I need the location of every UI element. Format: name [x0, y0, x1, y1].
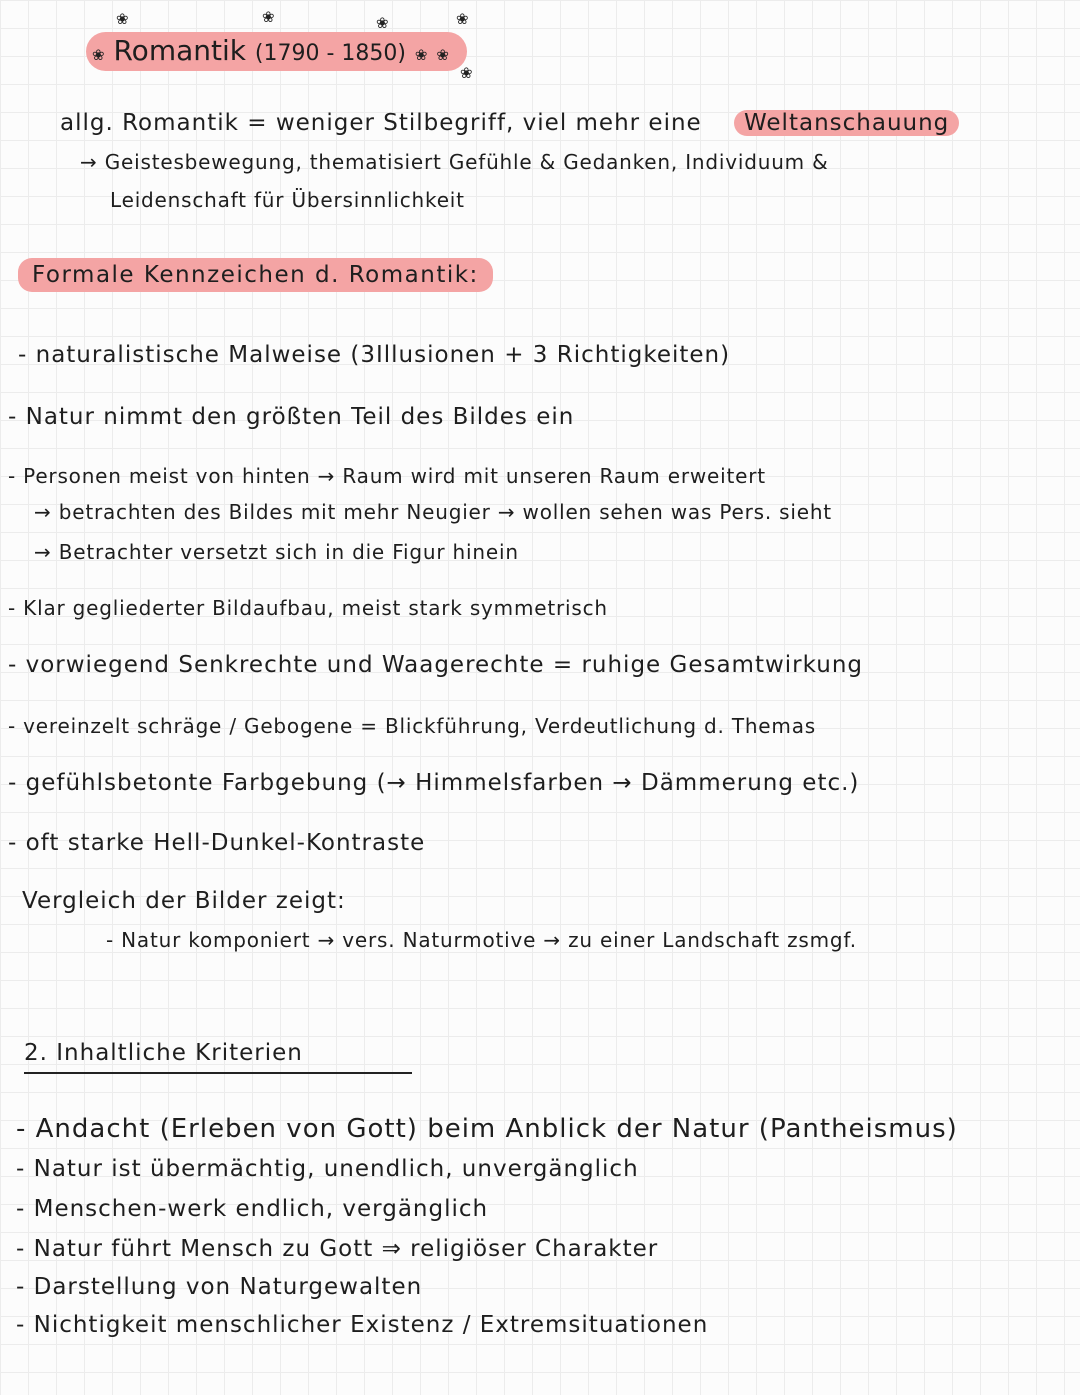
list-item: - vorwiegend Senkrechte und Waagerechte = ruhige Gesamtwirkung [8, 652, 864, 678]
list-item: - Natur führt Mensch zu Gott ⇒ religiöser Charakter [16, 1236, 659, 1262]
list-item: - Klar gegliederter Bildaufbau, meist stark symmetrisch [8, 596, 608, 620]
flower-doodle-icon: ❀ [116, 10, 129, 28]
list-item: - gefühlsbetonte Farbgebung (→ Himmelsfarben → Dämmerung etc.) [8, 770, 860, 796]
intro-definition: allg. Romantik = weniger Stilbegriff, viel mehr eine [60, 110, 702, 136]
weltanschauung-highlight: Weltanschauung [734, 110, 959, 136]
flower-doodle-icon: ❀ [92, 46, 105, 64]
flower-doodle-icon: ❀ [376, 14, 389, 32]
page-title [86, 8, 473, 82]
comparison-heading: Vergleich der Bilder zeigt: [22, 888, 346, 914]
formal-heading-text: Formale Kennzeichen d. Romantik: [18, 258, 493, 292]
intro-line-1 [60, 110, 959, 136]
title-text: Romantik [113, 34, 246, 67]
list-item: - Andacht (Erleben von Gott) beim Anblick der Natur (Pantheismus) [16, 1114, 958, 1144]
list-item: - Natur ist übermächtig, unendlich, unvergänglich [16, 1156, 639, 1182]
title-highlight [86, 32, 467, 71]
list-item: - naturalistische Malweise (3Illusionen + 3 Richtigkeiten) [18, 342, 731, 368]
list-item: - oft starke Hell-Dunkel-Kontraste [8, 830, 426, 856]
list-item: - Personen meist von hinten → Raum wird mit unseren Raum erweitert [8, 464, 766, 488]
formal-heading [18, 262, 493, 288]
flower-doodle-icon: ❀ [460, 64, 473, 82]
content-heading: 2. Inhaltliche Kriterien [24, 1040, 412, 1074]
flower-doodle-icon: ❀ [262, 8, 275, 26]
list-item: - Darstellung von Naturgewalten [16, 1274, 423, 1300]
flower-doodle-icon: ❀ [414, 46, 428, 64]
intro-line-2: → Geistesbewegung, thematisiert Gefühle & Gedanken, Individuum & [80, 150, 829, 174]
title-years: (1790 - 1850) [254, 41, 406, 66]
list-item: - vereinzelt schräge / Gebogene = Blickführung, Verdeutlichung d. Themas [8, 714, 816, 738]
list-item: - Nichtigkeit menschlicher Existenz / Extremsituationen [16, 1312, 709, 1338]
list-item: - Menschen-werk endlich, vergänglich [16, 1196, 489, 1222]
intro-line-3: Leidenschaft für Übersinnlichkeit [110, 188, 465, 212]
list-item: - Natur nimmt den größten Teil des Bildes ein [8, 404, 575, 430]
comparison-line: - Natur komponiert → vers. Naturmotive → zu einer Landschaft zsmgf. [106, 928, 857, 952]
flower-doodle-icon: ❀ [456, 10, 469, 28]
list-item: → betrachten des Bildes mit mehr Neugier → wollen sehen was Pers. sieht [34, 500, 832, 524]
list-item: → Betrachter versetzt sich in die Figur hinein [34, 540, 519, 564]
flower-doodle-icon: ❀ [436, 46, 449, 64]
